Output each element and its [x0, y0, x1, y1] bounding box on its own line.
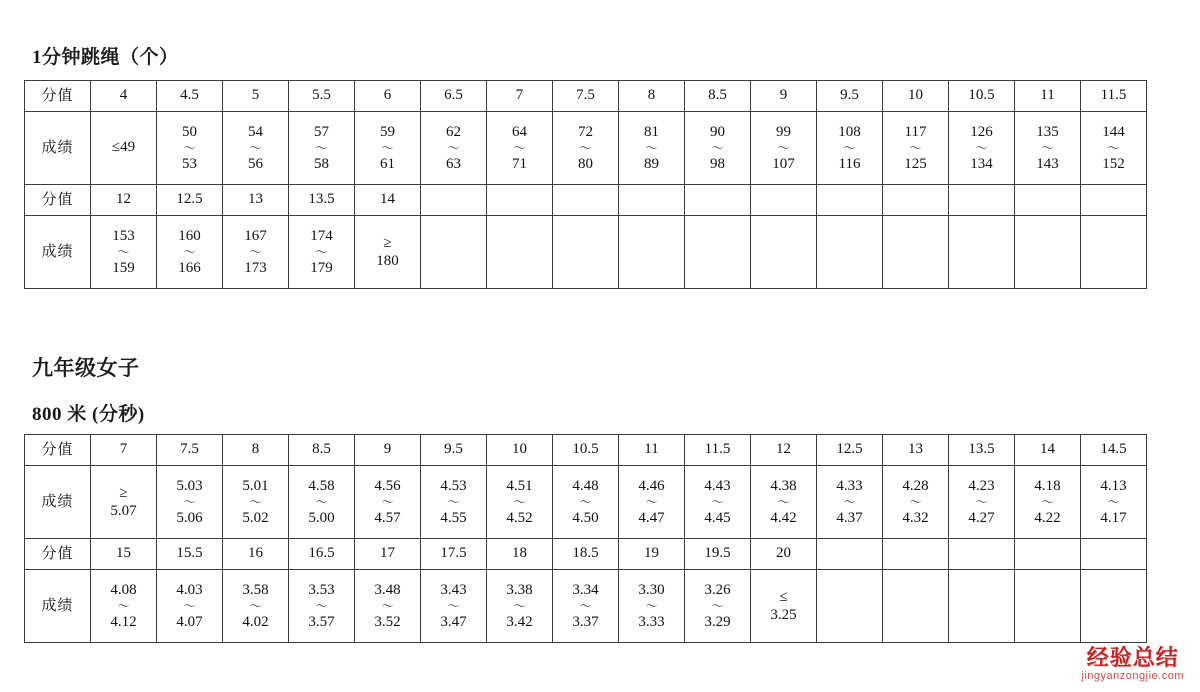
range-tilde: ～ [711, 599, 724, 613]
skip-cell-r0-c9 [685, 81, 751, 112]
skip-cell-r2-c7 [553, 185, 619, 216]
cell-range: 57 ～ 58 [289, 122, 354, 175]
run800-cell-r3-c4 [355, 570, 421, 643]
skip-cell-r2-c1 [157, 185, 223, 216]
range-tilde: ～ [117, 245, 130, 259]
skip-cell-r0-c14 [1015, 81, 1081, 112]
cell-range: 4.58 ～ 5.00 [289, 476, 354, 529]
cell-value: 9.5 [840, 87, 859, 104]
cell-range: 3.38 ～ 3.42 [487, 580, 552, 633]
cell-range: 4.38 ～ 4.42 [751, 476, 816, 529]
range-tilde: ～ [975, 495, 988, 509]
skip-cell-r0-c12 [883, 81, 949, 112]
skip-row-label-1: 成绩 [25, 112, 91, 185]
skip-cell-r3-c8 [619, 216, 685, 289]
range-tilde: ～ [447, 141, 460, 155]
run800-cell-r3-c12 [883, 570, 949, 643]
range-tilde: ～ [1041, 495, 1054, 509]
range-tilde: ～ [381, 599, 394, 613]
skip-cell-r3-c5 [421, 216, 487, 289]
cell-value: 14 [380, 191, 395, 208]
cell-value: 13.5 [308, 191, 335, 208]
cell-value: 4 [119, 87, 128, 104]
skip-cell-r2-c15 [1081, 185, 1147, 216]
run800-cell-r3-c5 [421, 570, 487, 643]
range-tilde: ～ [909, 495, 922, 509]
range-tilde: ～ [843, 495, 856, 509]
skip-cell-r0-c4 [355, 81, 421, 112]
run800-cell-r1-c14 [1015, 466, 1081, 539]
skip-cell-r2-c10 [751, 185, 817, 216]
cell-range: 4.53 ～ 4.55 [421, 476, 486, 529]
range-tilde: ～ [645, 495, 658, 509]
range-tilde: ～ [315, 245, 328, 259]
range-tilde: ～ [249, 141, 262, 155]
run800-cell-r1-c2 [223, 466, 289, 539]
run800-cell-r0-c0 [91, 435, 157, 466]
run800-cell-r0-c10 [751, 435, 817, 466]
skip-cell-r3-c14 [1015, 216, 1081, 289]
cell-value: 7.5 [576, 87, 595, 104]
range-tilde: ～ [579, 495, 592, 509]
run800-cell-r1-c13 [949, 466, 1015, 539]
run800-cell-r1-c4 [355, 466, 421, 539]
ge-symbol: ≥ [119, 485, 128, 501]
cell-value: 7 [515, 87, 524, 104]
run800-cell-r3-c15 [1081, 570, 1147, 643]
run800-cell-r2-c13 [949, 539, 1015, 570]
cell-value: 9 [383, 441, 392, 458]
run800-cell-r3-c3 [289, 570, 355, 643]
cell-value: 6 [383, 87, 392, 104]
cell-range: 174 ～ 179 [289, 226, 354, 279]
skip-row-label-0: 分值 [25, 81, 91, 112]
cell-range: 64 ～ 71 [487, 122, 552, 175]
range-tilde: ～ [447, 599, 460, 613]
run800-cell-r2-c15 [1081, 539, 1147, 570]
cell-range: 160 ～ 166 [157, 226, 222, 279]
cell-value: 11 [644, 441, 659, 458]
cell-le: ≤49 [111, 139, 136, 156]
cell-value: 17.5 [440, 545, 467, 562]
skip-cell-r3-c2 [223, 216, 289, 289]
table-row [25, 81, 1147, 112]
cell-range: 3.34 ～ 3.37 [553, 580, 618, 633]
cell-range: 167 ～ 173 [223, 226, 288, 279]
cell-range: 4.18 ～ 4.22 [1015, 476, 1080, 529]
cell-range: 108 ～ 116 [817, 122, 882, 175]
cell-range: 153 ～ 159 [91, 226, 156, 279]
run800-cell-r2-c14 [1015, 539, 1081, 570]
cell-range: 4.48 ～ 4.50 [553, 476, 618, 529]
cell-value: 9.5 [444, 441, 463, 458]
cell-range: 4.23 ～ 4.27 [949, 476, 1014, 529]
table-row [25, 112, 1147, 185]
cell-le: ≤ 3.25 [751, 588, 816, 624]
run800-cell-r0-c6 [487, 435, 553, 466]
skip-cell-r0-c15 [1081, 81, 1147, 112]
cell-range: 81 ～ 89 [619, 122, 684, 175]
cell-range: 3.48 ～ 3.52 [355, 580, 420, 633]
cell-value: 12 [776, 441, 791, 458]
run800-cell-r3-c10 [751, 570, 817, 643]
cell-range: 4.56 ～ 4.57 [355, 476, 420, 529]
cell-value: 8.5 [708, 87, 727, 104]
run800-cell-r0-c9 [685, 435, 751, 466]
cell-value: 6.5 [444, 87, 463, 104]
le-symbol: ≤ [779, 589, 788, 605]
skip-cell-r1-c4 [355, 112, 421, 185]
skip-cell-r0-c11 [817, 81, 883, 112]
run800-cell-r1-c15 [1081, 466, 1147, 539]
watermark-sub: jingyanzongjie.com [1081, 669, 1184, 682]
cell-value: 18.5 [572, 545, 599, 562]
run800-cell-r1-c11 [817, 466, 883, 539]
cell-value: 20 [776, 545, 791, 562]
range-tilde: ～ [843, 141, 856, 155]
skip-cell-r3-c3 [289, 216, 355, 289]
cell-range: 135 ～ 143 [1015, 122, 1080, 175]
cell-value: 16.5 [308, 545, 335, 562]
skip-cell-r2-c12 [883, 185, 949, 216]
range-tilde: ～ [183, 495, 196, 509]
run800-cell-r1-c9 [685, 466, 751, 539]
cell-range: 4.46 ～ 4.47 [619, 476, 684, 529]
run800-cell-r0-c5 [421, 435, 487, 466]
range-tilde: ～ [117, 599, 130, 613]
cell-range: 50 ～ 53 [157, 122, 222, 175]
cell-range: 3.43 ～ 3.47 [421, 580, 486, 633]
skip-cell-r1-c13 [949, 112, 1015, 185]
cell-value: 12.5 [836, 441, 863, 458]
cell-range: 3.26 ～ 3.29 [685, 580, 750, 633]
run800-cell-r1-c12 [883, 466, 949, 539]
cell-value: 13 [908, 441, 923, 458]
skip-cell-r0-c5 [421, 81, 487, 112]
skip-cell-r2-c11 [817, 185, 883, 216]
cell-range: 72 ～ 80 [553, 122, 618, 175]
watermark [1081, 646, 1184, 682]
skip-cell-r2-c2 [223, 185, 289, 216]
cell-value: 17 [380, 545, 395, 562]
range-tilde: ～ [249, 495, 262, 509]
run800-cell-r0-c13 [949, 435, 1015, 466]
run800-cell-r2-c10 [751, 539, 817, 570]
cell-range: 4.08 ～ 4.12 [91, 580, 156, 633]
run800-cell-r3-c8 [619, 570, 685, 643]
run800-cell-r3-c1 [157, 570, 223, 643]
page-title-skip-rope: 1分钟跳绳（个） [32, 47, 179, 68]
run800-cell-r3-c14 [1015, 570, 1081, 643]
cell-value: 16 [248, 545, 263, 562]
run800-cell-r1-c8 [619, 466, 685, 539]
range-tilde: ～ [315, 599, 328, 613]
table-row [25, 539, 1147, 570]
run800-cell-r0-c4 [355, 435, 421, 466]
run800-cell-r0-c11 [817, 435, 883, 466]
cell-range: 5.03 ～ 5.06 [157, 476, 222, 529]
range-tilde: ～ [381, 495, 394, 509]
skip-cell-r2-c8 [619, 185, 685, 216]
run800-cell-r3-c2 [223, 570, 289, 643]
skip-rope-score-table [24, 80, 1147, 289]
range-tilde: ～ [1041, 141, 1054, 155]
skip-cell-r0-c8 [619, 81, 685, 112]
run800-cell-r2-c1 [157, 539, 223, 570]
run-800m-table-body [25, 435, 1147, 643]
run800-cell-r2-c12 [883, 539, 949, 570]
cell-value: 12 [116, 191, 131, 208]
run800-cell-r0-c14 [1015, 435, 1081, 466]
run800-cell-r1-c7 [553, 466, 619, 539]
cell-range: 3.58 ～ 4.02 [223, 580, 288, 633]
skip-cell-r2-c14 [1015, 185, 1081, 216]
skip-cell-r1-c2 [223, 112, 289, 185]
skip-cell-r1-c10 [751, 112, 817, 185]
run800-row-label-3: 成绩 [25, 570, 91, 643]
cell-range: 4.43 ～ 4.45 [685, 476, 750, 529]
skip-cell-r3-c12 [883, 216, 949, 289]
cell-value: 5.5 [312, 87, 331, 104]
run800-cell-r2-c4 [355, 539, 421, 570]
table-row [25, 435, 1147, 466]
skip-cell-r0-c7 [553, 81, 619, 112]
run800-cell-r2-c5 [421, 539, 487, 570]
run800-cell-r0-c15 [1081, 435, 1147, 466]
run800-cell-r2-c8 [619, 539, 685, 570]
range-tilde: ～ [315, 495, 328, 509]
range-tilde: ～ [777, 495, 790, 509]
cell-value: 13 [248, 191, 263, 208]
cell-range: 117 ～ 125 [883, 122, 948, 175]
skip-cell-r0-c1 [157, 81, 223, 112]
cell-value: 14 [1040, 441, 1055, 458]
run800-cell-r3-c11 [817, 570, 883, 643]
skip-cell-r2-c0 [91, 185, 157, 216]
run800-cell-r2-c11 [817, 539, 883, 570]
range-tilde: ～ [513, 599, 526, 613]
watermark-main: 经验总结 [1086, 644, 1179, 670]
range-tilde: ～ [711, 495, 724, 509]
skip-cell-r3-c15 [1081, 216, 1147, 289]
cell-range: 90 ～ 98 [685, 122, 750, 175]
run800-cell-r0-c2 [223, 435, 289, 466]
cell-value: 11.5 [704, 441, 731, 458]
range-tilde: ～ [183, 141, 196, 155]
skip-cell-r1-c9 [685, 112, 751, 185]
skip-cell-r1-c6 [487, 112, 553, 185]
cell-value: 5 [251, 87, 260, 104]
cell-range: 4.51 ～ 4.52 [487, 476, 552, 529]
cell-value: 14.5 [1100, 441, 1127, 458]
cell-value: 8.5 [312, 441, 331, 458]
skip-cell-r3-c4 [355, 216, 421, 289]
run800-cell-r3-c13 [949, 570, 1015, 643]
skip-cell-r3-c11 [817, 216, 883, 289]
range-tilde: ～ [645, 599, 658, 613]
cell-range: 4.33 ～ 4.37 [817, 476, 882, 529]
run800-cell-r1-c0 [91, 466, 157, 539]
skip-cell-r1-c5 [421, 112, 487, 185]
cell-ge: ≥ 5.07 [91, 484, 156, 520]
range-tilde: ～ [183, 599, 196, 613]
cell-value: 18 [512, 545, 527, 562]
skip-cell-r3-c1 [157, 216, 223, 289]
cell-range: 4.13 ～ 4.17 [1081, 476, 1146, 529]
run800-cell-r3-c6 [487, 570, 553, 643]
run800-cell-r3-c9 [685, 570, 751, 643]
skip-cell-r0-c2 [223, 81, 289, 112]
skip-cell-r1-c14 [1015, 112, 1081, 185]
cell-value: 8 [647, 87, 656, 104]
cell-range: 3.30 ～ 3.33 [619, 580, 684, 633]
cell-ge: ≥ 180 [355, 234, 420, 270]
range-tilde: ～ [975, 141, 988, 155]
run800-cell-r0-c12 [883, 435, 949, 466]
cell-value: 8 [251, 441, 260, 458]
ge-symbol: ≥ [383, 235, 392, 251]
skip-cell-r1-c7 [553, 112, 619, 185]
skip-rope-table-body [25, 81, 1147, 289]
cell-value: 7.5 [180, 441, 199, 458]
cell-value: 10.5 [968, 87, 995, 104]
run800-cell-r0-c3 [289, 435, 355, 466]
skip-cell-r1-c12 [883, 112, 949, 185]
cell-value: 10 [512, 441, 527, 458]
cell-value: 11 [1040, 87, 1055, 104]
cell-range: 144 ～ 152 [1081, 122, 1146, 175]
skip-cell-r2-c6 [487, 185, 553, 216]
run800-row-label-1: 成绩 [25, 466, 91, 539]
cell-range: 4.03 ～ 4.07 [157, 580, 222, 633]
run800-cell-r3-c7 [553, 570, 619, 643]
skip-cell-r3-c7 [553, 216, 619, 289]
skip-cell-r3-c13 [949, 216, 1015, 289]
skip-cell-r1-c1 [157, 112, 223, 185]
table-row [25, 570, 1147, 643]
run800-cell-r1-c10 [751, 466, 817, 539]
run-800m-score-table [24, 434, 1147, 643]
page-title-grade: 九年级女子 [32, 356, 140, 380]
range-tilde: ～ [513, 141, 526, 155]
cell-value: 4.5 [180, 87, 199, 104]
run800-cell-r2-c6 [487, 539, 553, 570]
range-tilde: ～ [513, 495, 526, 509]
run800-row-label-2: 分值 [25, 539, 91, 570]
cell-value: 15.5 [176, 545, 203, 562]
skip-cell-r2-c5 [421, 185, 487, 216]
cell-value: 19 [644, 545, 659, 562]
range-tilde: ～ [711, 141, 724, 155]
cell-range: 62 ～ 63 [421, 122, 486, 175]
range-tilde: ～ [381, 141, 394, 155]
run800-cell-r1-c6 [487, 466, 553, 539]
skip-cell-r1-c8 [619, 112, 685, 185]
cell-range: 4.28 ～ 4.32 [883, 476, 948, 529]
range-tilde: ～ [645, 141, 658, 155]
cell-value: 10 [908, 87, 923, 104]
range-tilde: ～ [249, 245, 262, 259]
table-row [25, 216, 1147, 289]
skip-cell-r1-c11 [817, 112, 883, 185]
cell-range: 59 ～ 61 [355, 122, 420, 175]
run800-cell-r0-c1 [157, 435, 223, 466]
skip-cell-r3-c9 [685, 216, 751, 289]
skip-row-label-3: 成绩 [25, 216, 91, 289]
run800-cell-r0-c7 [553, 435, 619, 466]
skip-cell-r1-c3 [289, 112, 355, 185]
skip-cell-r3-c6 [487, 216, 553, 289]
skip-cell-r2-c9 [685, 185, 751, 216]
skip-cell-r2-c3 [289, 185, 355, 216]
table-row [25, 185, 1147, 216]
range-tilde: ～ [1107, 141, 1120, 155]
skip-cell-r1-c0 [91, 112, 157, 185]
cell-value: 11.5 [1100, 87, 1127, 104]
cell-value: 12.5 [176, 191, 203, 208]
range-tilde: ～ [315, 141, 328, 155]
run800-cell-r1-c5 [421, 466, 487, 539]
run800-cell-r2-c0 [91, 539, 157, 570]
range-tilde: ～ [777, 141, 790, 155]
cell-value: 13.5 [968, 441, 995, 458]
range-tilde: ～ [183, 245, 196, 259]
skip-cell-r0-c10 [751, 81, 817, 112]
run800-cell-r2-c7 [553, 539, 619, 570]
range-tilde: ～ [1107, 495, 1120, 509]
skip-cell-r1-c15 [1081, 112, 1147, 185]
skip-cell-r3-c0 [91, 216, 157, 289]
skip-cell-r0-c0 [91, 81, 157, 112]
skip-row-label-2: 分值 [25, 185, 91, 216]
cell-value: 9 [779, 87, 788, 104]
cell-range: 99 ～ 107 [751, 122, 816, 175]
run800-cell-r1-c1 [157, 466, 223, 539]
run800-cell-r1-c3 [289, 466, 355, 539]
cell-range: 5.01 ～ 5.02 [223, 476, 288, 529]
cell-value: 7 [119, 441, 128, 458]
range-tilde: ～ [579, 599, 592, 613]
skip-cell-r2-c4 [355, 185, 421, 216]
run800-cell-r3-c0 [91, 570, 157, 643]
range-tilde: ～ [579, 141, 592, 155]
table-row [25, 466, 1147, 539]
skip-cell-r0-c3 [289, 81, 355, 112]
cell-value: 15 [116, 545, 131, 562]
run800-cell-r2-c3 [289, 539, 355, 570]
skip-cell-r2-c13 [949, 185, 1015, 216]
run800-cell-r2-c9 [685, 539, 751, 570]
cell-value: 19.5 [704, 545, 731, 562]
cell-value: 10.5 [572, 441, 599, 458]
range-tilde: ～ [447, 495, 460, 509]
skip-cell-r0-c13 [949, 81, 1015, 112]
range-tilde: ～ [249, 599, 262, 613]
skip-cell-r0-c6 [487, 81, 553, 112]
run800-row-label-0: 分值 [25, 435, 91, 466]
cell-range: 54 ～ 56 [223, 122, 288, 175]
cell-range: 3.53 ～ 3.57 [289, 580, 354, 633]
cell-range: 126 ～ 134 [949, 122, 1014, 175]
run800-cell-r2-c2 [223, 539, 289, 570]
range-tilde: ～ [909, 141, 922, 155]
run800-cell-r0-c8 [619, 435, 685, 466]
skip-cell-r3-c10 [751, 216, 817, 289]
page-title-800m: 800 米 (分秒) [32, 404, 145, 425]
